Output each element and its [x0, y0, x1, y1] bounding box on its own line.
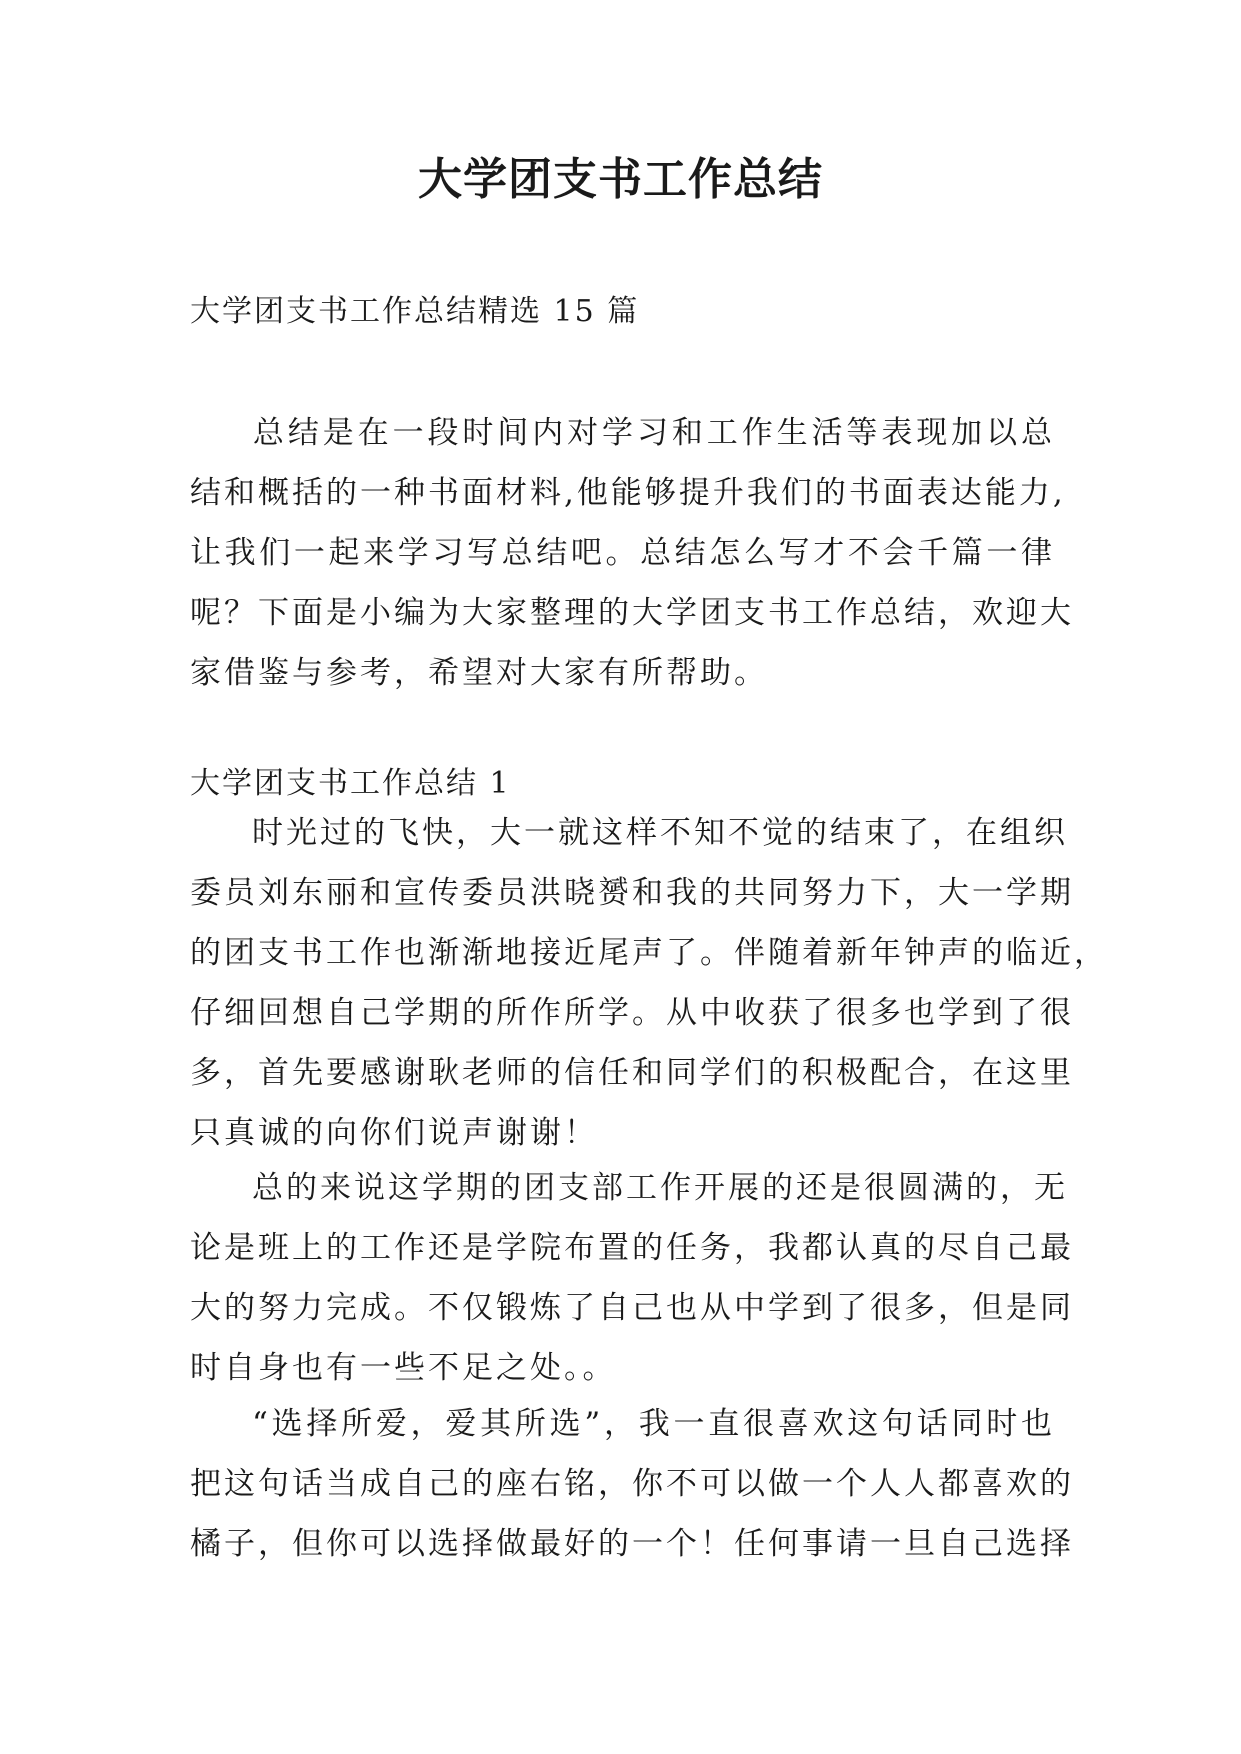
paragraph-line: 委员刘东丽和宣传委员洪晓赟和我的共同努力下，大一学期 — [190, 875, 1074, 911]
paragraph-line: 仔细回想自己学期的所作所学。从中收获了很多也学到了很 — [190, 995, 1074, 1031]
paragraph-line: 呢？下面是小编为大家整理的大学团支书工作总结，欢迎大 — [190, 595, 1074, 631]
body-paragraph-3 — [190, 1394, 1074, 1574]
paragraph-line: 让我们一起来学习写总结吧。总结怎么写才不会千篇一律 — [190, 535, 1055, 571]
paragraph-line: 只真诚的向你们说声谢谢！ — [190, 1115, 598, 1151]
paragraph-line: 论是班上的工作还是学院布置的任务，我都认真的尽自己最 — [190, 1230, 1074, 1266]
paragraph-line: 结和概括的一种书面材料,他能够提升我们的书面表达能力, — [190, 475, 1066, 511]
paragraph-line: 时自身也有一些不足之处。。 — [190, 1350, 617, 1386]
document-subtitle: 大学团支书工作总结精选 15 篇 — [190, 294, 640, 329]
body-paragraph-2 — [190, 1158, 1074, 1398]
section-heading: 大学团支书工作总结 1 — [190, 766, 511, 801]
paragraph-line: 家借鉴与参考，希望对大家有所帮助。 — [190, 655, 768, 691]
document-title: 大学团支书工作总结 — [418, 154, 823, 205]
paragraph-line: 时光过的飞快，大一就这样不知不觉的结束了，在组织 — [252, 815, 1068, 851]
paragraph-line: 多，首先要感谢耿老师的信任和同学们的积极配合，在这里 — [190, 1055, 1074, 1091]
paragraph-line: 大的努力完成。不仅锻炼了自己也从中学到了很多，但是同 — [190, 1290, 1074, 1326]
paragraph-line: 总的来说这学期的团支部工作开展的还是很圆满的，无 — [252, 1170, 1068, 1206]
paragraph-line: 的团支书工作也渐渐地接近尾声了。伴随着新年钟声的临近， — [190, 935, 1108, 971]
paragraph-line: 把这句话当成自己的座右铭，你不可以做一个人人都喜欢的 — [190, 1466, 1074, 1502]
paragraph-line: “选择所爱，爱其所选”，我一直很喜欢这句话同时也 — [252, 1406, 1055, 1442]
paragraph-line: 总结是在一段时间内对学习和工作生活等表现加以总 — [252, 415, 1055, 451]
paragraph-line: 橘子，但你可以选择做最好的一个！任何事请一旦自己选择 — [190, 1526, 1074, 1562]
body-paragraph-1 — [190, 803, 1108, 1163]
intro-paragraph — [190, 403, 1074, 703]
